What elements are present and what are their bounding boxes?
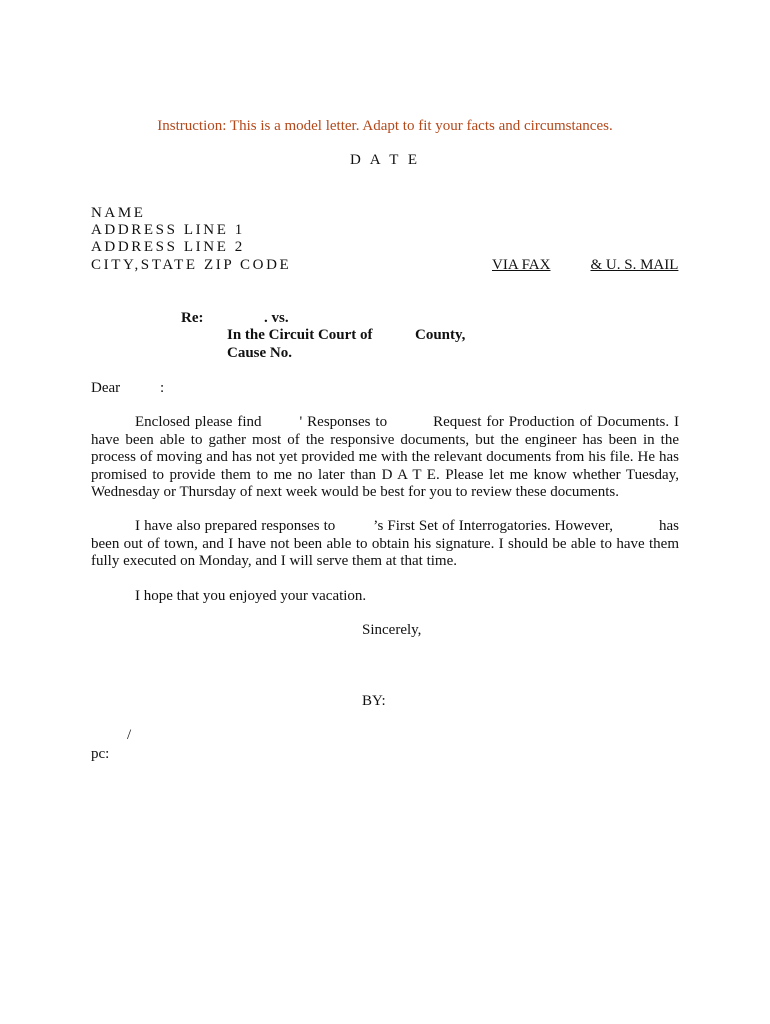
typist-initials: / xyxy=(127,727,132,743)
us-mail: & U. S. MAIL xyxy=(590,257,679,273)
re-vs: . vs. xyxy=(264,310,289,326)
recipient-name: NAME xyxy=(91,205,146,221)
body-paragraph-1 xyxy=(91,414,679,502)
recipient-address-line-2: ADDRESS LINE 2 xyxy=(91,239,245,255)
paragraph-1-text-c: Request for Production of Documents. I have been able to gather most of the responsive documents, but the engineer has been in the process of moving and has not yet provided me with the relevant documents from his file. He has promised to provide them to me no later than D A T E. Please let me know whether Tuesday, Wednesday or Thursday of next week would be best for you to review these documents. xyxy=(91,414,680,501)
paragraph-1-text-b: ' Responses to xyxy=(299,414,388,430)
recipient-city-state-zip: CITY,STATE ZIP CODE xyxy=(91,257,292,273)
paragraph-2-text-b: ’s First Set of Interrogatories. However, xyxy=(373,518,613,534)
recipient-address-line-1: ADDRESS LINE 1 xyxy=(91,222,245,238)
signature-by: BY: xyxy=(362,693,386,709)
re-cause-number: Cause No. xyxy=(227,345,293,361)
closing-sincerely: Sincerely, xyxy=(362,622,422,638)
pc-label: pc: xyxy=(91,746,110,762)
paragraph-2-text-c: has been out of town, and I have not been able to obtain his signature. I should be able to have them fully executed on Monday, and I will serve them at that time. xyxy=(91,518,679,570)
salutation-colon: : xyxy=(160,380,165,396)
re-county: County, xyxy=(415,327,466,343)
paragraph-2-text-a: I have also prepared responses to xyxy=(135,518,336,534)
re-label: Re: xyxy=(181,310,204,326)
instruction-note: Instruction: This is a model letter. Adapt to fit your facts and circumstances. xyxy=(157,118,613,134)
salutation-dear: Dear xyxy=(91,380,121,396)
delivery-method xyxy=(492,257,678,274)
body-paragraph-3: I hope that you enjoyed your vacation. xyxy=(135,588,367,604)
body-paragraph-2 xyxy=(91,518,679,571)
letter-date: D A T E xyxy=(349,152,421,168)
paragraph-1-text-a: Enclosed please find xyxy=(135,414,262,430)
re-court: In the Circuit Court of xyxy=(227,327,373,343)
via-fax: VIA FAX xyxy=(492,257,551,273)
